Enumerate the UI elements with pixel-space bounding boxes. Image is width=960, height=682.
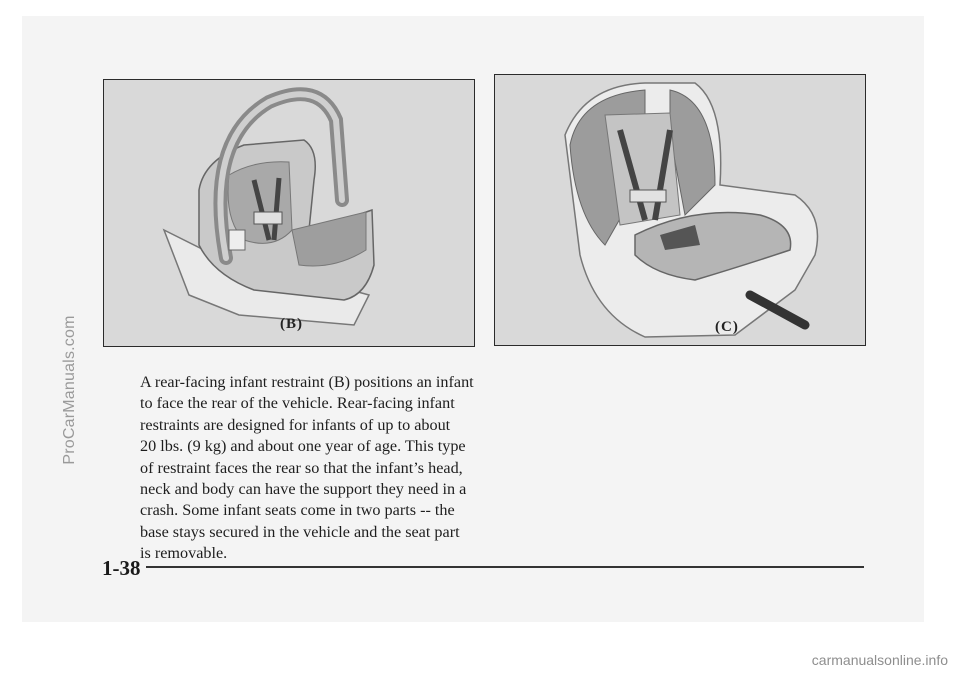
body-line: A rear-facing infant restraint (B) positions an infant [140, 373, 474, 391]
side-watermark: ProCarManuals.com [61, 315, 78, 465]
figure-b [103, 79, 475, 347]
figure-b-label: (B) [280, 316, 303, 332]
body-line: crash. Some infant seats come in two parts -- the [140, 501, 455, 520]
footer-rule [146, 566, 864, 568]
child-seat-icon [495, 75, 865, 345]
body-paragraph [140, 372, 495, 565]
body-line: to face the rear of the vehicle. Rear-facing infant [140, 394, 455, 413]
body-line: 20 lbs. (9 kg) and about one year of age. This type [140, 437, 466, 456]
body-line: is removable. [140, 544, 228, 563]
body-line: base stays secured in the vehicle and the seat part [140, 522, 460, 541]
body-line: restraints are designed for infants of up to about [140, 415, 451, 434]
body-line: neck and body can have the support they need in a [140, 480, 467, 499]
figure-c [494, 74, 866, 346]
infant-seat-icon [104, 80, 474, 346]
page-number: 1-38 [102, 556, 141, 580]
body-line: of restraint faces the rear so that the infant’s head, [140, 458, 463, 477]
bottom-watermark: carmanualsonline.info [811, 652, 948, 668]
figure-c-label: (C) [715, 319, 739, 335]
